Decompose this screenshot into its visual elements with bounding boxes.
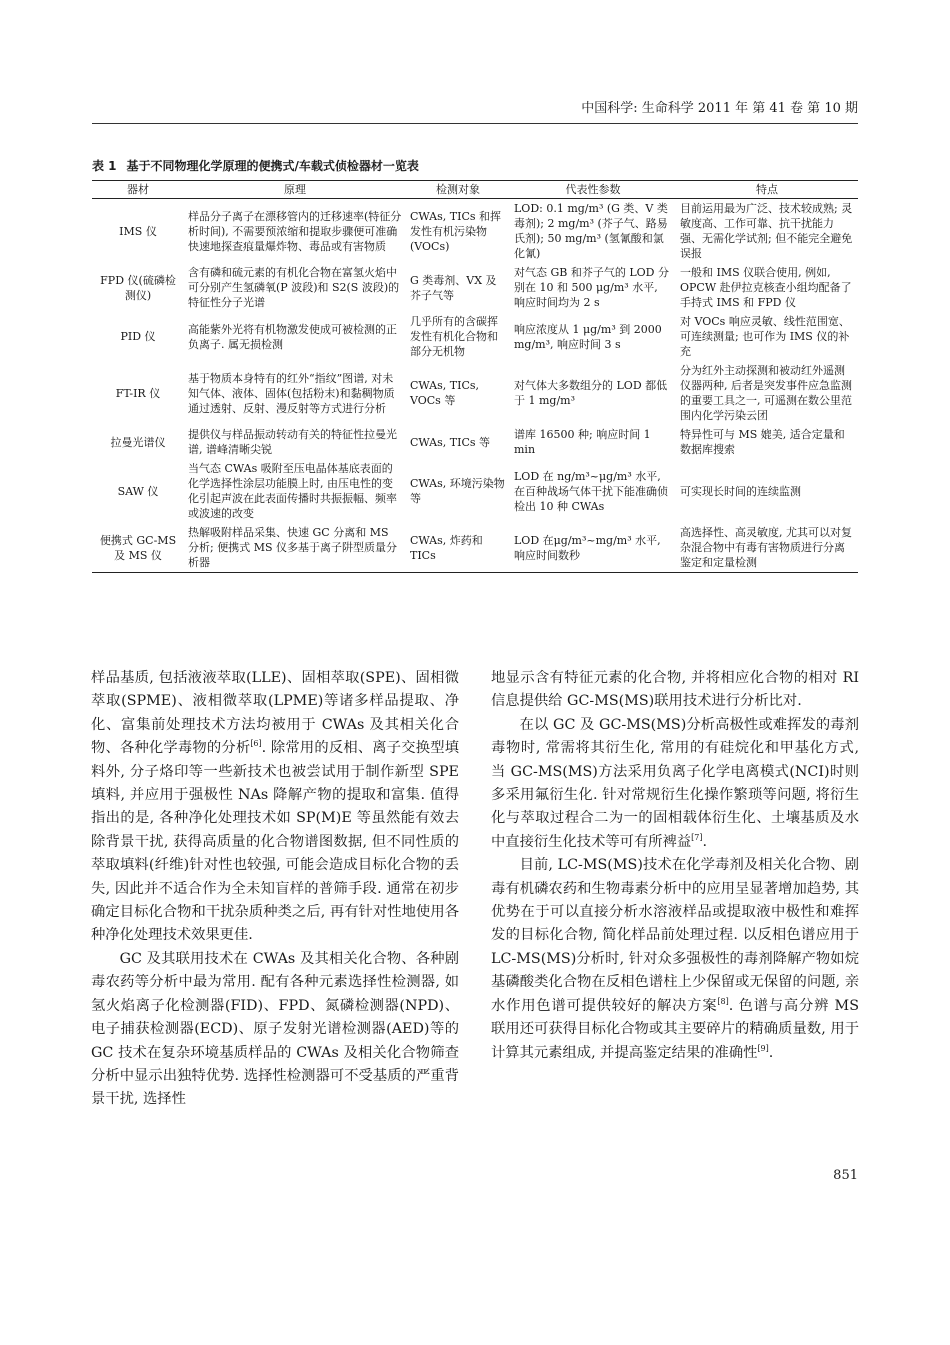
table-cell: LOD 在 ng/m³~μg/m³ 水平, 在百种战场气体干扰下能准确侦检出 10 种 CWAs xyxy=(514,469,668,513)
table-cell: PID 仪 xyxy=(120,330,156,343)
paragraph: GC 及其联用技术在 CWAs 及其相关化合物、各种剧毒农药等分析中最为常用. 配有各种元素选择性检测器, 如氢火焰离子化检测器(FID)、FPD、氮磷检测器(NPD)、电子捕获检测器(ECD)、原子发射光谱检测器(AED)等的 GC 技术在复杂环境基质样品的 CWAs 及相关化合物筛查分析中显示出独特优势. 选择性检测器可不受基质的严重背景干扰, 选择性 xyxy=(91,950,459,1108)
table-cell: SAW 仪 xyxy=(117,484,159,498)
paragraph-text: . xyxy=(768,1044,774,1061)
table-row xyxy=(92,361,858,425)
table-cell: 含有磷和硫元素的有机化合物在富氢火焰中可分别产生氢磷氧(P 波段)和 S2(S 波段)的特征性分子光谱 xyxy=(188,266,400,309)
paragraph xyxy=(491,854,859,1065)
table-caption-title: 基于不同物理化学原理的便携式/车载式侦检器材一览表 xyxy=(126,159,419,173)
table-cell: FT-IR 仪 xyxy=(115,386,161,400)
table-cell: G 类毒剂、VX 及芥子气等 xyxy=(410,273,497,302)
table-row xyxy=(92,425,858,459)
table-cell: 当气态 CWAs 吸附至压电晶体基底表面的化学选择性涂层功能膜上时, 由压电性的变化引起声波在此表面传播时共振振幅、频率或波速的改变 xyxy=(188,462,397,520)
paragraph: 地显示含有特征元素的化合物, 并将相应化合物的相对 RI 信息提供给 GC-MS(MS)联用技术进行分析比对. xyxy=(491,670,859,710)
table-cell: IMS 仪 xyxy=(119,224,157,238)
column-header: 器材 xyxy=(92,181,184,199)
paragraph-text: 样品基质, 包括液液萃取(LLE)、固相萃取(SPE)、固相微萃取(SPME)、液相微萃取(LPME)等诸多样品提取、净化、富集前处理技术方法均被用于 CWAs 及其相关化合物、各种化学毒物的分析 xyxy=(91,670,459,757)
paragraph-text: . 色谱与高分辨 MS 联用还可获得目标化合物或其主要碎片的精确质量数, 用于计算其元素组成, 并提高鉴定结果的准确性 xyxy=(491,997,859,1061)
table-cell: 特异性可与 MS 媲美, 适合定量和数据库搜索 xyxy=(680,428,845,456)
table-cell: LOD 在μg/m³~mg/m³ 水平, 响应时间数秒 xyxy=(510,523,676,573)
table-header-row xyxy=(92,181,858,199)
right-text-column xyxy=(491,667,859,1065)
table-cell: 对气态 GB 和芥子气的 LOD 分别在 10 和 500 μg/m³ 水平, 响应时间均为 2 s xyxy=(514,266,669,309)
column-header: 代表性参数 xyxy=(510,181,676,199)
citation: [7] xyxy=(691,833,703,843)
left-text-column xyxy=(91,667,459,1112)
citation: [6] xyxy=(250,739,262,749)
table-row xyxy=(92,199,858,264)
table-cell: 高选择性、高灵敏度, 尤其可以对复杂混合物中有毒有害物质进行分离鉴定和定量检测 xyxy=(676,523,858,573)
table-cell: 便携式 GC-MS 及 MS 仪 xyxy=(92,523,184,573)
table-cell: CWAs, TICs, VOCs 等 xyxy=(410,379,479,407)
column-header: 检测对象 xyxy=(406,181,510,199)
table-cell: LOD: 0.1 mg/m³ (G 类、V 类毒剂); 2 mg/m³ (芥子气、路易氏剂); 50 mg/m³ (氢氰酸和氯化氰) xyxy=(514,202,668,260)
table-cell: 目前运用最为广泛、技术较成熟; 灵敏度高、工作可靠、抗干扰能力强、无需化学试剂; 但不能完全避免误报 xyxy=(680,202,853,260)
table-row xyxy=(92,312,858,361)
table-row xyxy=(92,523,858,573)
table-caption xyxy=(92,157,419,174)
table-cell: 响应浓度从 1 μg/m³ 到 2000 mg/m³, 响应时间 3 s xyxy=(514,322,662,351)
table-cell: 热解吸附样品采集、快速 GC 分离和 MS 分析; 便携式 MS 仪多基于离子阱型质量分析器 xyxy=(184,523,406,573)
table-cell: 对气体大多数组分的 LOD 都低于 1 mg/m³ xyxy=(514,379,668,407)
table-cell: CWAs, TICs 和挥发性有机污染物(VOCs) xyxy=(410,209,501,253)
citation: [9] xyxy=(757,1043,769,1053)
column-header: 特点 xyxy=(676,181,858,199)
table-caption-number: 表 1 xyxy=(92,159,117,173)
table-cell: 提供仪与样品振动转动有关的特征性拉曼光谱, 谱峰清晰尖锐 xyxy=(188,428,397,456)
table-cell: FPD 仪(硫磷检测仪) xyxy=(100,273,176,302)
column-header: 原理 xyxy=(184,181,406,199)
table-cell: CWAs, TICs 等 xyxy=(410,435,490,449)
paragraph-text: 目前, LC-MS(MS)技术在化学毒剂及相关化合物、剧毒有机磷农药和生物毒素分析中的应用呈显著增加趋势, 其优势在于可以直接分析水溶液样品或提取液中极性和难挥发的目标化合物, 简化样品前处理过程. 以反相色谱应用于 LC-MS(MS)分析时, 针对众多强极性的毒剂降解产物如烷基磷酸类化合物在反相色谱柱上少保留或无保留的问题, 亲水作用色谱可提供较好的解决方案 xyxy=(491,857,859,1014)
table-cell: 几乎所有的含碳挥发性有机化合物和部分无机物 xyxy=(410,315,498,358)
citation: [8] xyxy=(717,996,729,1006)
table-cell: 样品分子离子在漂移管内的迁移速率(特征分析时间), 不需要预浓缩和提取步骤便可准确快速地探查痕量爆炸物、毒品或有害物质 xyxy=(188,209,402,253)
table-cell: 谱库 16500 种; 响应时间 1 min xyxy=(514,428,651,456)
paragraph xyxy=(491,714,859,854)
table-row xyxy=(92,263,858,312)
table-cell: CWAs, 环境污染物等 xyxy=(410,477,505,505)
page-number: 851 xyxy=(833,1168,858,1183)
paragraph-text: 在以 GC 及 GC-MS(MS)分析高极性或难挥发的毒剂毒物时, 常需将其衍生化, 常用的有硅烷化和甲基化方式, 当 GC-MS(MS)方法采用负离子化学电离模式(NCI)时则多采用氟衍生化. 针对常规衍生化操作繁琐等问题, 将衍生化与萃取过程合二为一的固相载体衍生化、土壤基质及水中直接衍生化技术等可有所裨益 xyxy=(491,716,859,850)
table-cell: 基于物质本身特有的红外“指纹”图谱, 对未知气体、液体、固体(包括粉末)和黏稠物质通过透射、反射、漫反射等方式进行分析 xyxy=(188,371,395,415)
table-cell: 可实现长时间的连续监测 xyxy=(680,484,801,498)
table-cell: 分为红外主动探测和被动红外遥测仪器两种, 后者是突发事件应急监测的重要工具之一, 可遥测在数公里范围内化学污染云团 xyxy=(680,364,852,422)
table-cell: 一般和 IMS 仪联合使用, 例如, OPCW 赴伊拉克核查小组均配备了手持式 IMS 和 FPD 仪 xyxy=(680,266,852,309)
running-header xyxy=(92,97,858,124)
table-cell: 对 VOCs 响应灵敏、线性范围宽、可连续测量; 也可作为 IMS 仪的补充 xyxy=(680,315,850,358)
paragraph xyxy=(91,667,459,948)
table-cell: 拉曼光谱仪 xyxy=(110,435,166,449)
paragraph-text: . xyxy=(702,833,708,850)
journal-info: 中国科学: 生命科学 2011 年 第 41 卷 第 10 期 xyxy=(581,101,858,116)
table-cell: CWAs, 炸药和 TICs xyxy=(406,523,510,573)
table-cell: 高能紫外光将有机物激发使成可被检测的正负离子. 属无损检测 xyxy=(188,322,397,351)
equipment-table xyxy=(92,180,858,573)
table-row xyxy=(92,459,858,523)
paragraph-text: . 除常用的反相、离子交换型填料外, 分子烙印等一些新技术也被尝试用于制作新型 SPE 填料, 并应用于强极性 NAs 降解产物的提取和富集. 值得指出的是, 各种净化处理技术如 SP(M)E 等虽然能有效去除背景干扰, 获得高质量的化合物谱图数据, 但不同性质的萃取填料(纤维)针对性也较强, 可能会造成目标化合物的丢失, 因此并不适合作为全未知盲样的普筛手段. 通常在初步确定目标化合物和干扰杂质种类之后, 再有针对性地使用各种净化处理技术效果更佳. xyxy=(91,740,460,944)
